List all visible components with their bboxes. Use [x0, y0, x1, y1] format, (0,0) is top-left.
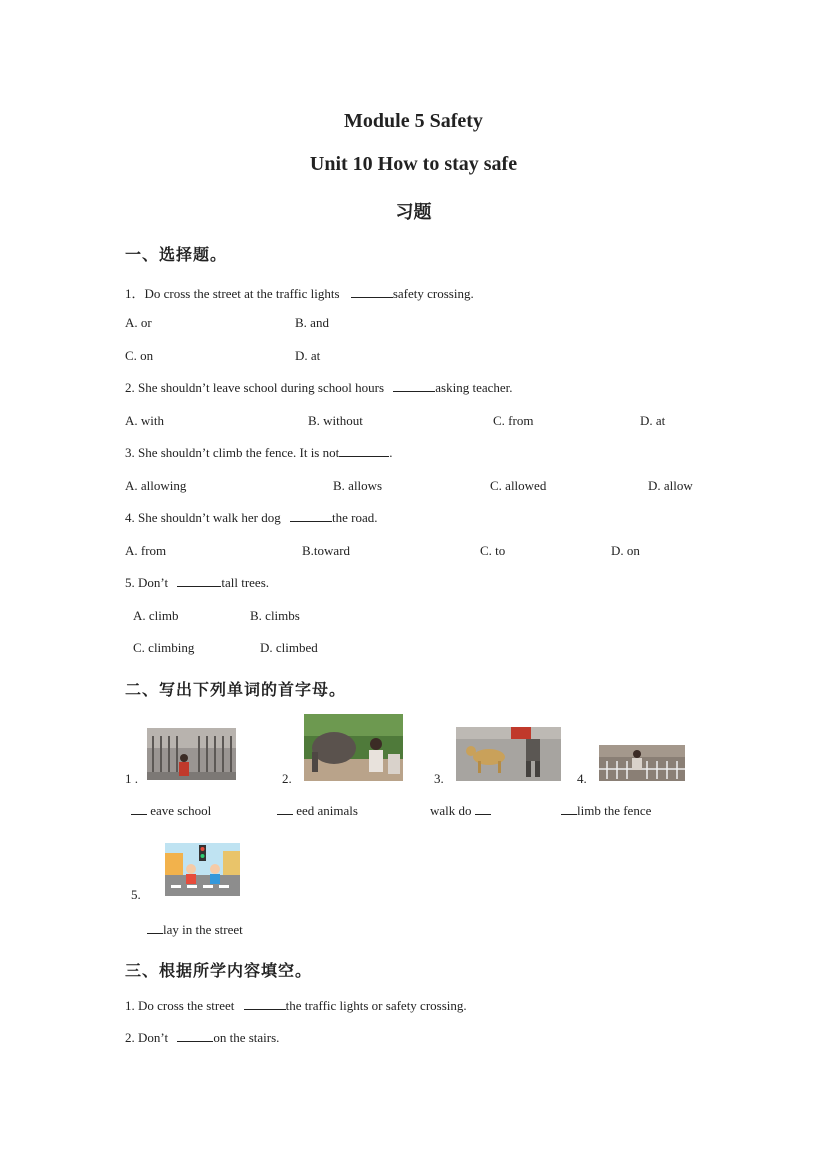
option-1d: D. at — [295, 348, 321, 363]
option-2d: D. at — [640, 413, 666, 428]
word-4 — [561, 803, 651, 819]
option-1c: C. on — [125, 348, 154, 363]
option-3d: D. allow — [648, 478, 693, 493]
letter-blank — [475, 803, 491, 815]
option-2a: A. with — [125, 413, 164, 428]
option-1b: B. and — [295, 315, 329, 330]
question-4-text: 4. She shouldn’t walk her dog — [125, 510, 284, 525]
picture-2-number: 2. — [282, 771, 292, 786]
question-3-tail: . — [389, 445, 393, 460]
answer-blank — [244, 998, 286, 1010]
word-4-text: limb the fence — [577, 803, 652, 818]
fill-question-2 — [125, 1030, 279, 1046]
fill-question-1-text: 1. Do cross the street — [125, 998, 238, 1013]
word-5 — [147, 922, 243, 938]
play-street-cartoon — [165, 843, 240, 896]
picture-3-number: 3. — [434, 771, 444, 786]
answer-blank — [339, 445, 389, 457]
question-1 — [125, 283, 474, 302]
option-5c: C. climbing — [133, 640, 195, 655]
picture-5-number: 5. — [131, 887, 141, 902]
section-heading-initial-letters: 二、写出下列单词的首字母。 — [125, 680, 347, 699]
option-4c: C. to — [480, 543, 506, 558]
question-2 — [125, 380, 513, 396]
option-3c: C. allowed — [490, 478, 547, 493]
question-5-text: 5. Don’t — [125, 575, 172, 590]
word-3-text: walk do — [430, 803, 475, 818]
answer-blank — [393, 380, 435, 392]
answer-blank — [177, 1030, 213, 1042]
question-1-tail: safety crossing. — [392, 286, 474, 301]
option-4d: D. on — [611, 543, 640, 558]
letter-blank — [131, 803, 147, 815]
unit-title: Unit 10 How to stay safe — [309, 153, 518, 175]
option-4b: B.toward — [302, 543, 351, 558]
letter-blank — [561, 803, 577, 815]
picture-1-number: 1 . — [125, 771, 138, 786]
school-gate-photo — [147, 728, 236, 780]
option-5d: D. climbed — [260, 640, 318, 655]
section-heading-multiple-choice: 一、选择题。 — [125, 245, 228, 264]
option-5b: B. climbs — [250, 608, 300, 623]
letter-blank — [147, 922, 163, 934]
answer-blank — [351, 286, 393, 298]
word-1-text: eave school — [147, 803, 212, 818]
picture-4-number: 4. — [577, 771, 587, 786]
question-3 — [125, 445, 392, 461]
walk-dog-photo — [456, 727, 561, 781]
word-5-text: lay in the street — [163, 922, 243, 937]
fill-question-1 — [125, 998, 467, 1014]
module-title: Module 5 Safety — [344, 110, 483, 132]
word-2 — [277, 803, 358, 819]
question-3-text: 3. She shouldn’t climb the fence. It is not — [125, 445, 340, 460]
question-2-tail: asking teacher. — [435, 380, 513, 395]
fill-question-2-tail: on the stairs. — [213, 1030, 280, 1045]
fill-question-2-text: 2. Don’t — [125, 1030, 172, 1045]
question-2-text: 2. She shouldn’t leave school during school hours — [125, 380, 388, 395]
question-1-text: 1．Do cross the street at the traffic lights — [125, 286, 343, 301]
word-2-text: eed animals — [293, 803, 358, 818]
option-1a: A. or — [125, 315, 152, 330]
section-heading-fill-in: 三、根据所学内容填空。 — [125, 961, 313, 980]
option-2b: B. without — [308, 413, 363, 428]
question-5 — [125, 575, 269, 591]
feed-elephant-photo — [304, 714, 403, 781]
word-3 — [430, 803, 491, 819]
letter-blank — [277, 803, 293, 815]
option-3b: B. allows — [333, 478, 383, 493]
question-4 — [125, 510, 377, 526]
answer-blank — [290, 510, 332, 522]
worksheet-subtitle: 习题 — [395, 202, 432, 223]
fill-question-1-tail: the traffic lights or safety crossing. — [285, 998, 467, 1013]
question-4-tail: the road. — [332, 510, 378, 525]
option-2c: C. from — [493, 413, 534, 428]
answer-blank — [177, 575, 221, 587]
option-5a: A. climb — [133, 608, 179, 623]
climb-fence-photo — [599, 745, 685, 781]
word-1 — [131, 803, 211, 819]
question-5-tail: tall trees. — [221, 575, 270, 590]
option-4a: A. from — [125, 543, 167, 558]
option-3a: A. allowing — [125, 478, 187, 493]
